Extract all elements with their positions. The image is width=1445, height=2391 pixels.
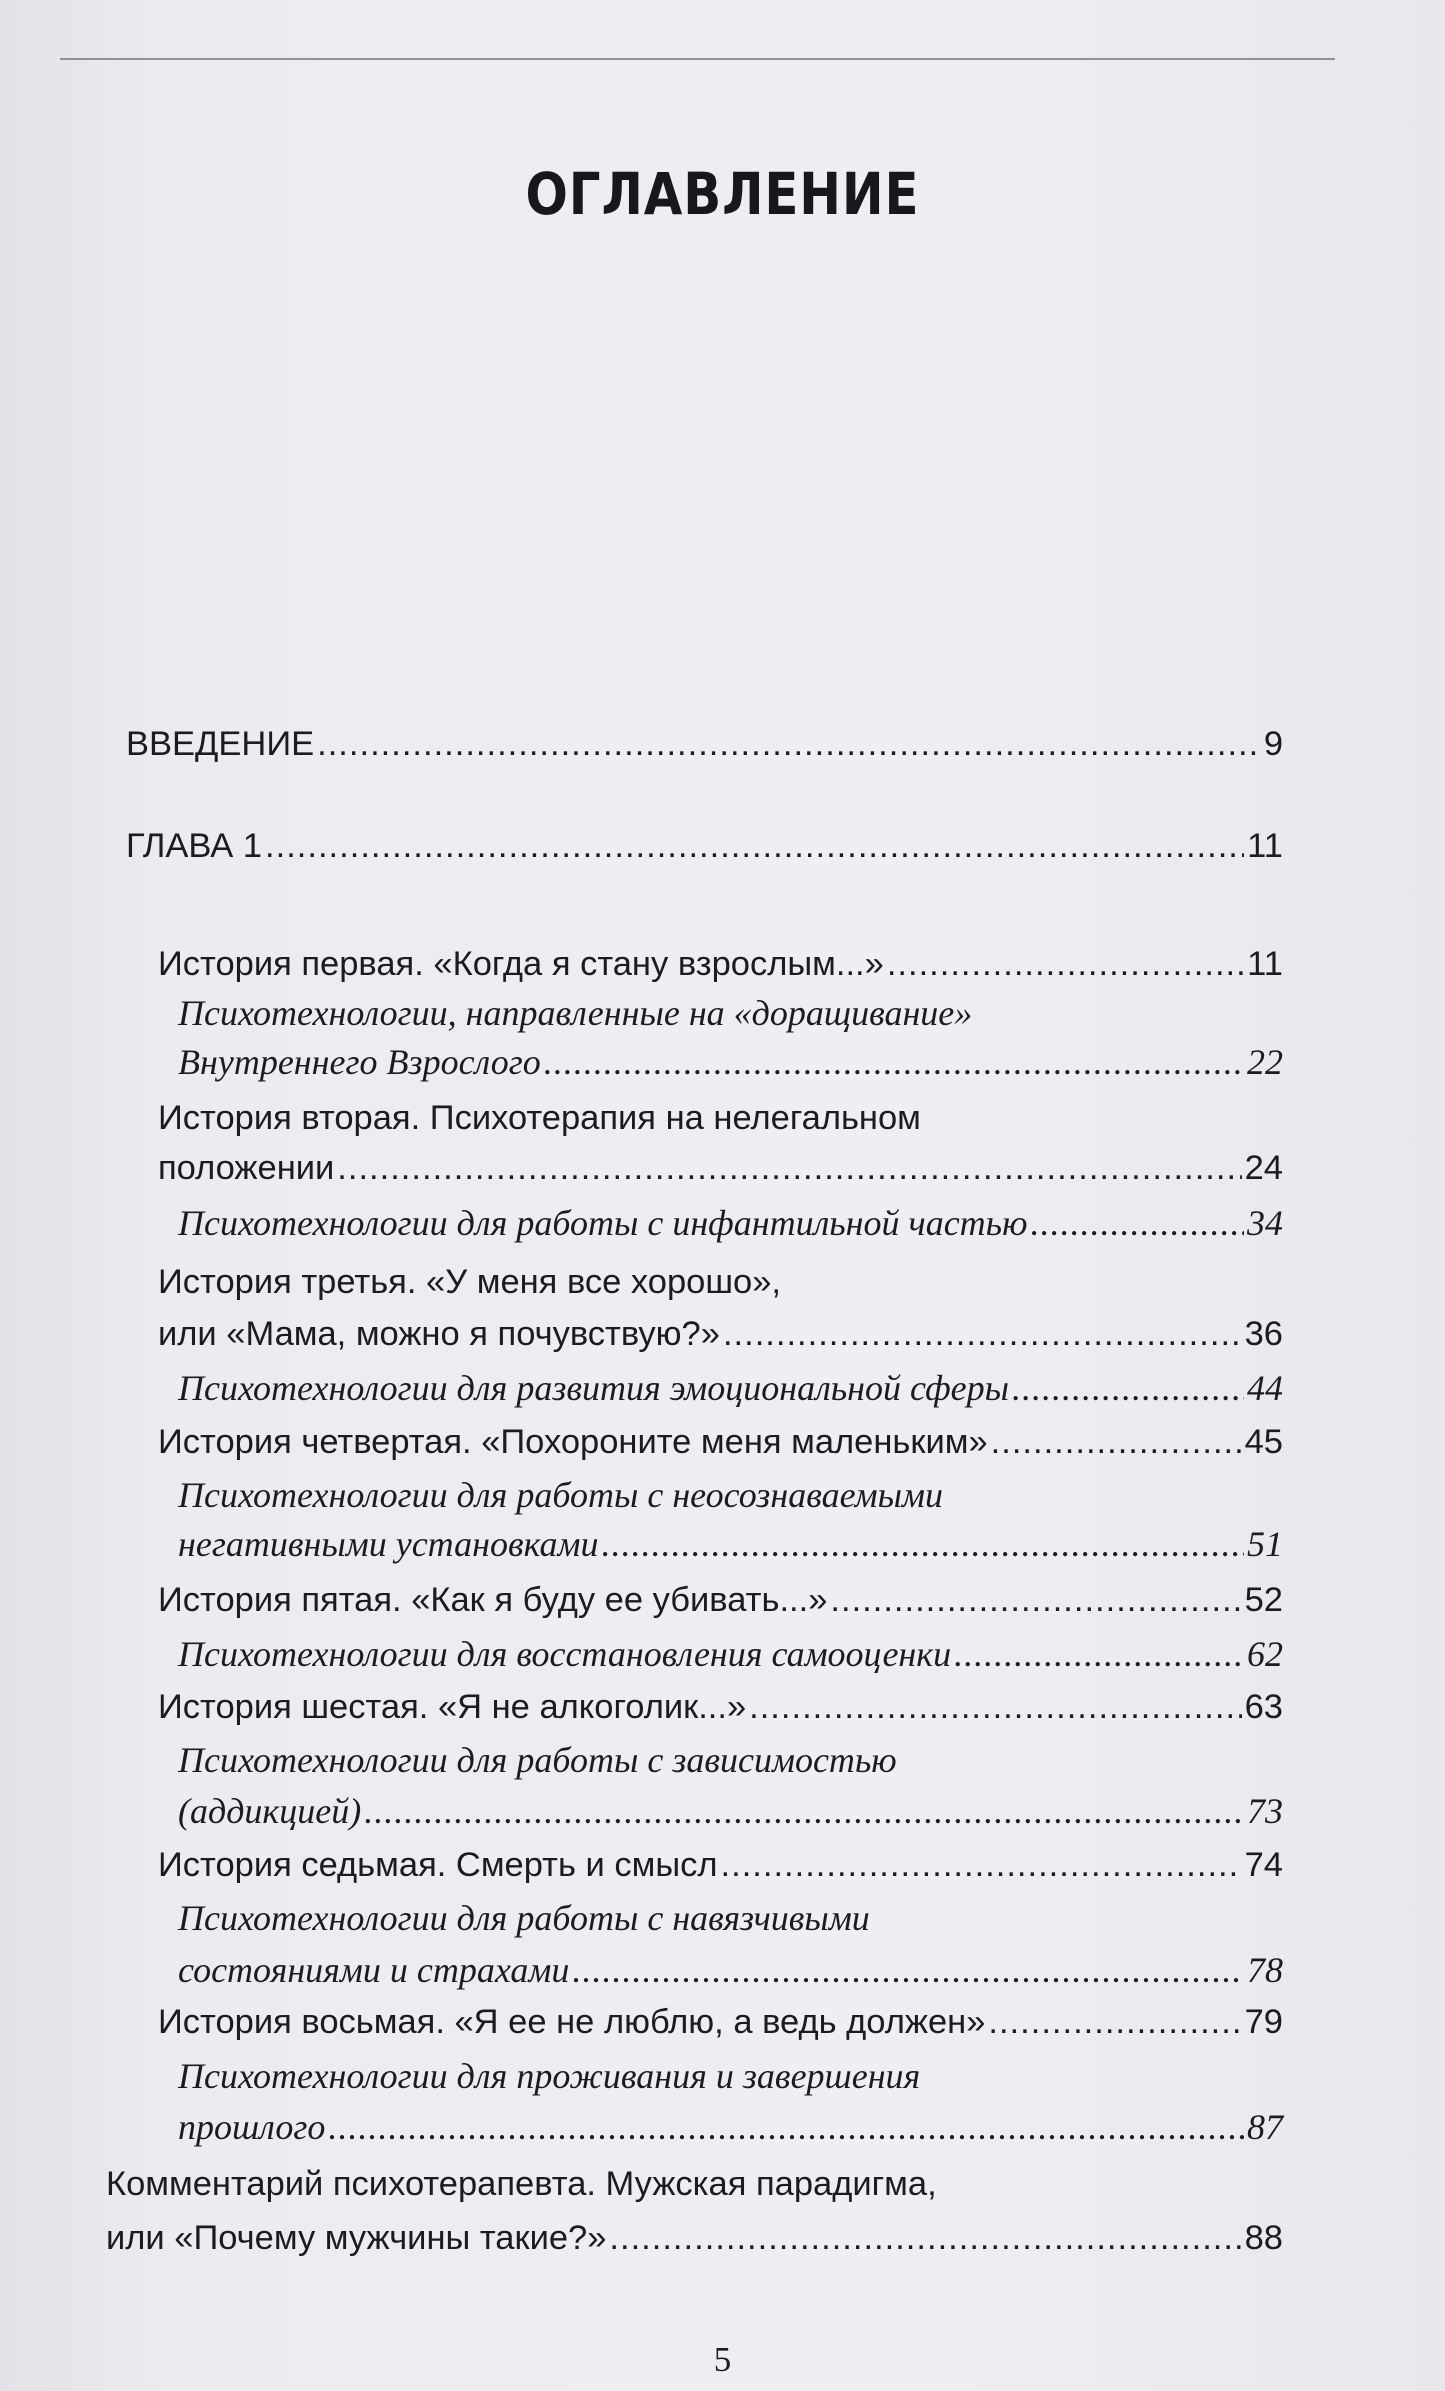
- toc-subentry-line: Психотехнологии для работы с зависимостью: [178, 1740, 897, 1780]
- dot-leader: [1030, 1203, 1244, 1243]
- toc-entry-story-2: [158, 1148, 1283, 1188]
- dot-leader: [572, 1950, 1244, 1990]
- toc-entry-page: 79: [1244, 2003, 1283, 2041]
- toc-entry-story-4: [158, 1422, 1283, 1462]
- toc-entry-chapter-1: [126, 826, 1283, 866]
- dot-leader: [723, 1314, 1242, 1354]
- dot-leader: [265, 826, 1244, 866]
- toc-entry-page: 74: [1244, 1846, 1283, 1884]
- toc-entry-introduction: [126, 724, 1283, 764]
- toc-entry-line: История вторая. Психотерапия на нелегальном: [158, 1099, 921, 1137]
- toc-entry-page: 22: [1247, 1042, 1283, 1082]
- toc-subentry-line: Психотехнологии для работы с неосознаваемыми: [178, 1475, 943, 1515]
- toc-subentry-story-4: [178, 1524, 1283, 1564]
- toc-entry-commentary: [106, 2218, 1283, 2258]
- dot-leader: [337, 1148, 1241, 1188]
- toc-entry-title: Внутреннего Взрослого: [178, 1042, 541, 1082]
- toc-entry-page: 73: [1247, 1791, 1283, 1831]
- toc-subentry-story-3: [178, 1368, 1283, 1408]
- toc-entry-story-7: [158, 1845, 1283, 1885]
- dot-leader: [887, 944, 1244, 984]
- toc-entry-title: или «Почему мужчины такие?»: [106, 2219, 607, 2257]
- toc-entry-title: Психотехнологии для развития эмоциональной сферы: [178, 1368, 1010, 1408]
- toc-subentry-story-5: [178, 1634, 1283, 1674]
- toc-entry-page: 24: [1244, 1149, 1283, 1187]
- toc-subentry-story-7: [178, 1950, 1283, 1990]
- toc-entry-page: 45: [1244, 1423, 1283, 1461]
- toc-entry-page: 51: [1247, 1524, 1283, 1564]
- toc-entry-page: 11: [1247, 827, 1283, 865]
- toc-entry-title: состояниями и страхами: [178, 1950, 570, 1990]
- toc-entry-title: ГЛАВА 1: [126, 827, 263, 865]
- toc-subentry-line: Психотехнологии для проживания и завершения: [178, 2056, 921, 2096]
- toc-entry-page: 62: [1247, 1634, 1283, 1674]
- toc-entry-page: 9: [1263, 725, 1283, 763]
- toc-entry-page: 44: [1247, 1368, 1283, 1408]
- toc-entry-title: (аддикцией): [178, 1791, 362, 1831]
- toc-entry-page: 52: [1244, 1581, 1283, 1619]
- dot-leader: [317, 724, 1261, 764]
- toc-entry-title: История шестая. «Я не алкоголик...»: [158, 1688, 747, 1726]
- dot-leader: [749, 1687, 1241, 1727]
- toc-entry-title: История восьмая. «Я ее не люблю, а ведь должен»: [158, 2003, 986, 2041]
- toc-entry-title: История четвертая. «Похороните меня маленьким»: [158, 1423, 988, 1461]
- toc-entry-title: положении: [158, 1149, 335, 1187]
- dot-leader: [830, 1580, 1241, 1620]
- dot-leader: [1012, 1368, 1244, 1408]
- page-number: 5: [713, 2340, 732, 2379]
- toc-entry-title: Психотехнологии для работы с инфантильной частью: [178, 1203, 1028, 1243]
- toc-entry-story-6: [158, 1687, 1283, 1727]
- toc-entry-page: 87: [1247, 2107, 1283, 2147]
- toc-subentry-story-6: [178, 1791, 1283, 1831]
- toc-entry-title: прошлого: [178, 2107, 326, 2147]
- dot-leader: [364, 1791, 1244, 1831]
- toc-subentry-story-1: [178, 1042, 1283, 1082]
- toc-entry-page: 78: [1247, 1950, 1283, 1990]
- page-title: ОГЛАВЛЕНИЕ: [525, 160, 920, 228]
- toc-entry-line: Комментарий психотерапевта. Мужская парадигма,: [106, 2165, 937, 2203]
- dot-leader: [609, 2218, 1241, 2258]
- toc-entry-page: 63: [1244, 1688, 1283, 1726]
- toc-subentry-story-2: [178, 1203, 1283, 1243]
- toc-entry-story-8: [158, 2002, 1283, 2042]
- dot-leader: [988, 2002, 1241, 2042]
- toc-entry-story-3: [158, 1314, 1283, 1354]
- toc-entry-page: 34: [1247, 1203, 1283, 1243]
- dot-leader: [954, 1634, 1244, 1674]
- toc-entry-page: 36: [1244, 1315, 1283, 1353]
- toc-entry-title: ВВЕДЕНИЕ: [126, 725, 315, 763]
- toc-entry-title: негативными установками: [178, 1524, 599, 1564]
- toc-entry-line: История третья. «У меня все хорошо»,: [158, 1263, 781, 1301]
- toc-subentry-line: Психотехнологии, направленные на «доращивание»: [178, 993, 973, 1033]
- dot-leader: [991, 1422, 1242, 1462]
- toc-entry-title: История пятая. «Как я буду ее убивать...»: [158, 1581, 828, 1619]
- toc-entry-title: История седьмая. Смерть и смысл: [158, 1846, 718, 1884]
- toc-entry-title: или «Мама, можно я почувствую?»: [158, 1315, 720, 1353]
- toc-entry-page: 11: [1247, 945, 1283, 983]
- dot-leader: [721, 1845, 1242, 1885]
- toc-subentry-story-8: [178, 2107, 1283, 2147]
- dot-leader: [544, 1042, 1244, 1082]
- toc-entry-story-5: [158, 1580, 1283, 1620]
- toc-subentry-line: Психотехнологии для работы с навязчивыми: [178, 1898, 870, 1938]
- toc-entry-title: Психотехнологии для восстановления самооценки: [178, 1634, 952, 1674]
- toc-entry-story-1: [158, 944, 1283, 984]
- dot-leader: [328, 2107, 1244, 2147]
- toc-entry-page: 88: [1244, 2219, 1283, 2257]
- toc-entry-title: История первая. «Когда я стану взрослым...»: [158, 945, 884, 983]
- dot-leader: [602, 1524, 1244, 1564]
